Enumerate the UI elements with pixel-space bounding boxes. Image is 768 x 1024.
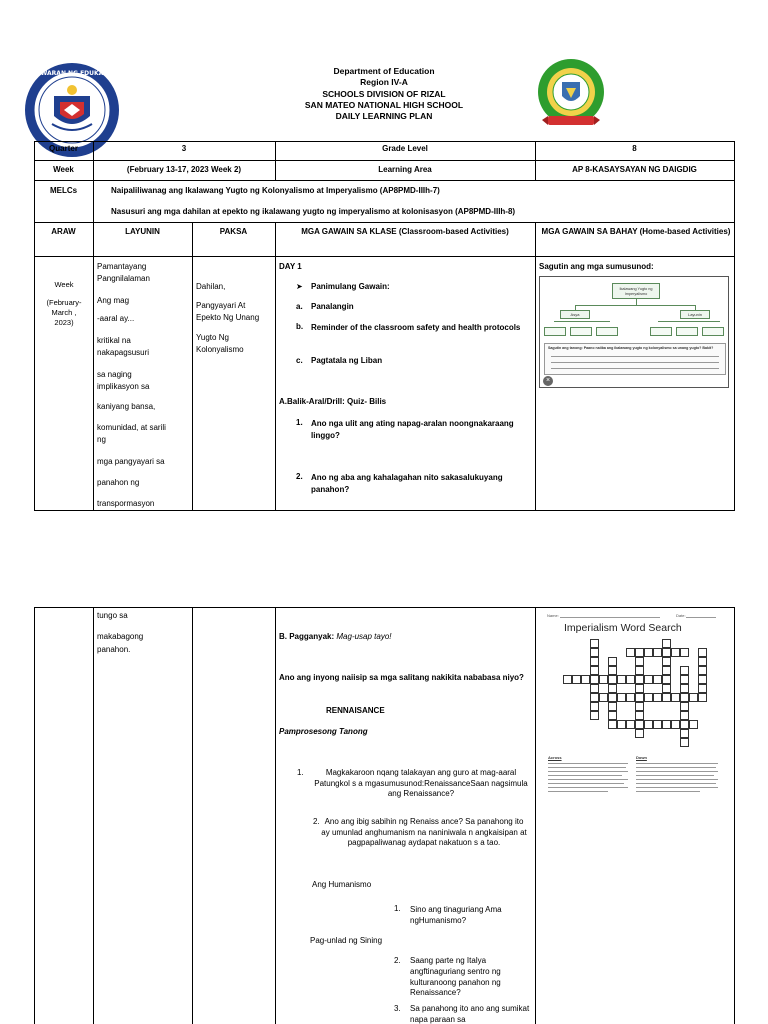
drill-title: A.Balik-Aral/Drill: Quiz- Bilis <box>279 397 387 406</box>
araw-line-1: Week <box>54 280 74 289</box>
grid-cell[interactable] <box>635 684 644 693</box>
col-paksa: PAKSA <box>219 227 248 236</box>
paksa-line: Epekto Ng Unang <box>196 313 260 322</box>
grid-cell[interactable] <box>671 693 680 702</box>
item-mark: a. <box>296 302 303 311</box>
paksa-line: Kolonyalismo <box>196 345 244 354</box>
item-number: 2. <box>394 956 401 965</box>
grid-cell[interactable] <box>644 648 653 657</box>
svg-text:KAGAWARAN NG EDUKASYON: KAGAWARAN NG EDUKASYON <box>24 70 120 77</box>
grid-cell[interactable] <box>608 684 617 693</box>
item-reminder: Reminder of the classroom safety and health protocols <box>311 323 521 332</box>
key-word: RENNAISANCE <box>326 706 385 715</box>
pagganyak-label: B. Pagganyak: <box>279 632 335 641</box>
grid-cell[interactable] <box>608 693 617 702</box>
layunin-line: kaniyang bansa, <box>97 402 156 411</box>
grid-cell[interactable] <box>680 684 689 693</box>
layunin-continued-2: makabagong <box>97 632 144 641</box>
paksa-line: Pangyayari At <box>196 301 246 310</box>
grid-cell[interactable] <box>662 648 671 657</box>
layunin-line: mga pangyayari sa <box>97 457 165 466</box>
pamprosesong-tanong: Pamprosesong Tanong <box>279 727 368 736</box>
grid-cell[interactable] <box>635 729 644 738</box>
grid-cell[interactable] <box>662 675 671 684</box>
concept-map-worksheet <box>539 276 729 388</box>
q1-number: 1. <box>296 418 303 427</box>
paksa-line: Yugto Ng <box>196 333 229 342</box>
grid-cell[interactable] <box>590 657 599 666</box>
ws-date-label: Date: <box>676 613 686 618</box>
quarter-value: 3 <box>181 144 187 153</box>
word-search-grid[interactable] <box>554 639 724 749</box>
item-mark: c. <box>296 356 303 365</box>
grid-cell[interactable] <box>590 702 599 711</box>
grid-cell[interactable] <box>626 675 635 684</box>
grid-cell[interactable] <box>680 738 689 747</box>
home-prompt: Sagutin ang mga sumusunod: <box>539 262 654 271</box>
col-classroom-activities: MGA GAWAIN SA KLASE (Classroom-based Activities) <box>301 227 509 236</box>
grid-cell[interactable] <box>590 675 599 684</box>
grid-cell[interactable] <box>626 693 635 702</box>
araw-line-3: March , <box>51 308 77 317</box>
grid-cell[interactable] <box>680 702 689 711</box>
melcs-objective-1: Naipaliliwanag ang Ikalawang Yugto ng Kolonyalismo at Imperyalismo (AP8PMD-IIIh-7) <box>111 186 440 195</box>
layunin-line: sa naging <box>97 370 132 379</box>
grid-cell[interactable] <box>698 648 707 657</box>
grid-cell[interactable] <box>698 675 707 684</box>
learning-area-value: AP 8-KASAYSAYAN NG DAIGDIG <box>572 165 697 174</box>
grid-cell[interactable] <box>590 666 599 675</box>
grid-cell[interactable] <box>662 684 671 693</box>
grid-cell[interactable] <box>635 711 644 720</box>
layunin-line: nakapagsusuri <box>97 348 150 357</box>
grid-cell[interactable] <box>626 720 635 729</box>
sining-heading: Pag-unlad ng Sining <box>310 936 383 945</box>
humanismo-question: Sino ang tinaguriang Ama ngHumanismo? <box>410 905 502 925</box>
grid-cell[interactable] <box>662 639 671 648</box>
pagganyak-question: Ano ang inyong naiisip sa mga salitang nakikita nababasa niyo? <box>279 673 524 682</box>
close-icon[interactable]: × <box>543 376 553 386</box>
down-label: Down <box>636 755 647 760</box>
grid-cell[interactable] <box>635 666 644 675</box>
araw-line-2: (February- <box>46 298 82 307</box>
item-mark: b. <box>296 322 304 331</box>
word-search-title: Imperialism Word Search <box>564 622 682 634</box>
grid-cell[interactable] <box>608 720 617 729</box>
layunin-line: komunidad, at sarili <box>97 423 166 432</box>
day1-title: DAY 1 <box>279 262 302 271</box>
grid-cell[interactable] <box>680 648 689 657</box>
grid-cell[interactable] <box>563 675 572 684</box>
grid-cell[interactable] <box>653 720 662 729</box>
layunin-line: panahon ng <box>97 478 140 487</box>
layunin-continued-1: tungo sa <box>97 611 128 620</box>
panimulang-gawain: Panimulang Gawain: <box>311 282 390 291</box>
layunin-line: implikasyon sa <box>97 382 150 391</box>
quarter-label: Quarter <box>49 144 78 153</box>
grid-cell[interactable] <box>644 693 653 702</box>
item-panalangin: Panalangin <box>311 302 354 311</box>
grid-cell[interactable] <box>644 675 653 684</box>
grid-cell[interactable] <box>635 702 644 711</box>
grid-cell[interactable] <box>572 675 581 684</box>
diagram-question: Sagutin ang tanong: Paano naiiba ang ikalawang yugto ng kolonyalismo sa unang yugto? Bakit? <box>548 346 714 350</box>
header-line-3: SCHOOLS DIVISION OF RIZAL <box>322 88 446 99</box>
grid-cell[interactable] <box>599 675 608 684</box>
item-number: 1. <box>394 904 401 913</box>
grid-cell[interactable] <box>608 702 617 711</box>
layunin-line: transpormasyon <box>97 499 155 508</box>
drill-question-2: Ano ng aba ang kahalagahan nito sakasalukuyang panahon? <box>311 473 503 494</box>
grid-cell[interactable] <box>698 684 707 693</box>
diagram-left-box: Asya <box>560 310 590 319</box>
layunin-continued-3: panahon. <box>97 645 131 654</box>
drill-question-1: Ano nga ulit ang ating napag-aralan noongnakaraang linggo? <box>311 419 514 440</box>
header-line-2: Region IV-A <box>360 77 408 88</box>
grid-cell[interactable] <box>617 675 626 684</box>
melcs-objective-2: Nasusuri ang mga dahilan at epekto ng ikalawang yugto ng imperyalismo at kolonisasyon (AP8PMD-IIIh-8) <box>111 207 516 216</box>
grid-cell[interactable] <box>635 657 644 666</box>
layunin-line: Pangnilalaman <box>97 274 150 283</box>
grid-cell[interactable] <box>581 675 590 684</box>
item-pagtatala: Pagtatala ng Liban <box>311 356 383 365</box>
header-block <box>200 66 568 122</box>
grid-cell[interactable] <box>635 720 644 729</box>
grid-cell[interactable] <box>617 693 626 702</box>
araw-week-cell <box>36 280 92 328</box>
grid-cell[interactable] <box>626 648 635 657</box>
grade-level-label: Grade Level <box>382 144 428 153</box>
grid-cell[interactable] <box>644 720 653 729</box>
across-clues <box>548 755 632 792</box>
grid-cell[interactable] <box>680 693 689 702</box>
diagram-right-box: Layunin <box>680 310 710 319</box>
grid-cell[interactable] <box>680 711 689 720</box>
school-seal-logo <box>536 52 606 136</box>
grid-cell[interactable] <box>653 648 662 657</box>
grid-cell[interactable] <box>590 639 599 648</box>
q2-number: 2. <box>296 472 303 481</box>
grid-cell[interactable] <box>662 657 671 666</box>
header-line-5: DAILY LEARNING PLAN <box>335 111 433 122</box>
layunin-line: Ang mag <box>97 296 130 305</box>
week-value: (February 13-17, 2023 Week 2) <box>126 165 242 174</box>
grid-cell[interactable] <box>680 729 689 738</box>
header-line-4: SAN MATEO NATIONAL HIGH SCHOOL <box>304 99 464 110</box>
item-number: 3. <box>394 1004 401 1013</box>
grid-cell[interactable] <box>662 666 671 675</box>
humanismo-heading: Ang Humanismo <box>312 880 372 889</box>
grid-cell[interactable] <box>590 711 599 720</box>
layunin-line: Pamantayang <box>97 262 147 271</box>
grid-cell[interactable] <box>608 657 617 666</box>
grid-cell[interactable] <box>599 693 608 702</box>
grid-cell[interactable] <box>608 711 617 720</box>
sining-question-3: Sa panahong ito ano ang sumikat napa paraan sa <box>410 1004 530 1024</box>
col-home-activities: MGA GAWAIN SA BAHAY (Home-based Activities) <box>541 227 731 236</box>
grade-level-value: 8 <box>632 144 637 153</box>
pagganyak <box>279 632 392 643</box>
learning-area-label: Learning Area <box>378 165 432 174</box>
grid-cell[interactable] <box>590 648 599 657</box>
word-search-worksheet <box>544 611 730 803</box>
item-number: 1. <box>297 768 304 777</box>
grid-cell[interactable] <box>671 648 680 657</box>
grid-cell[interactable] <box>680 720 689 729</box>
grid-cell[interactable] <box>698 666 707 675</box>
grid-cell[interactable] <box>635 693 644 702</box>
grid-cell[interactable] <box>680 675 689 684</box>
grid-cell[interactable] <box>608 666 617 675</box>
grid-cell[interactable] <box>590 693 599 702</box>
grid-cell[interactable] <box>680 666 689 675</box>
grid-cell[interactable] <box>671 720 680 729</box>
grid-cell[interactable] <box>590 684 599 693</box>
grid-cell[interactable] <box>689 720 698 729</box>
pagganyak-value: Mag-usap tayo! <box>336 632 392 641</box>
layunin-line: kritikal na <box>97 336 131 345</box>
paksa-line: Dahilan, <box>196 282 226 291</box>
grid-cell[interactable] <box>689 693 698 702</box>
intro-bullet-arrow-icon: ➤ <box>296 282 303 291</box>
header-line-1: Department of Education <box>333 66 435 76</box>
week-label: Week <box>53 165 74 174</box>
grid-cell[interactable] <box>698 657 707 666</box>
araw-line-4: 2023) <box>54 318 74 327</box>
sining-question-2: Saang parte ng Italya angftinaguriang sentro ng kulturanoong panahon ng Renaissance? <box>410 956 501 998</box>
melcs-label: MELCs <box>49 186 78 195</box>
grid-cell[interactable] <box>653 693 662 702</box>
grid-cell[interactable] <box>698 693 707 702</box>
col-layunin: LAYUNIN <box>125 227 160 236</box>
grid-cell[interactable] <box>662 720 671 729</box>
ws-name-label: Name: <box>547 613 559 618</box>
grid-cell[interactable] <box>635 675 644 684</box>
diagram-top-box: Ikalawang Yugto ng Imperyalismo <box>612 283 660 299</box>
process-item-2: Ano ang ibig sabihin ng Renaiss ance? Sa panahong ito ay umunlad anghumanism na naniniwala n angkaisipan at pagpapaliwanag aydapat nakatuon s a tao. <box>321 817 527 848</box>
grid-cell[interactable] <box>617 720 626 729</box>
grid-cell[interactable] <box>608 675 617 684</box>
down-clues <box>636 755 722 792</box>
layunin-line: -aaral ay... <box>97 314 135 323</box>
grid-cell[interactable] <box>653 675 662 684</box>
across-label: Across <box>548 755 562 760</box>
item-number: 2. <box>313 817 320 826</box>
layunin-line: ng <box>97 435 106 444</box>
process-item-1: Magkakaroon nqang talakayan ang guro at mag-aaral Patungkol s a mgasumusunod:RenaissanceSaan nagsimula ang Renaissance? <box>314 768 528 799</box>
col-araw: ARAW <box>51 227 76 236</box>
grid-cell[interactable] <box>662 693 671 702</box>
grid-cell[interactable] <box>635 648 644 657</box>
